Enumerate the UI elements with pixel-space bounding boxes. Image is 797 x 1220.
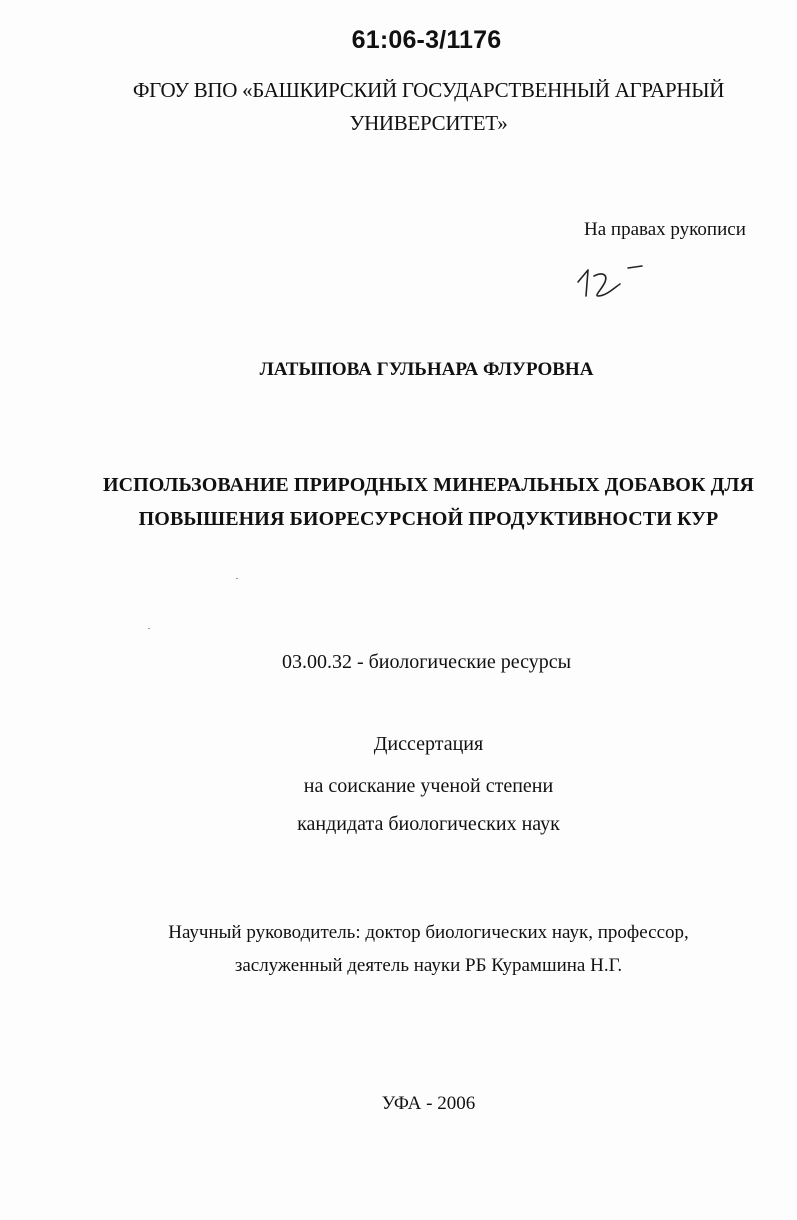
dissertation-title-line-2: ПОВЫШЕНИЯ БИОРЕСУРСНОЙ ПРОДУКТИВНОСТИ КУР [138, 508, 719, 530]
rights-note: На правах рукописи [584, 219, 746, 240]
dissertation-title-line-1: ИСПОЛЬЗОВАНИЕ ПРИРОДНЫХ МИНЕРАЛЬНЫХ ДОБАВОК ДЛЯ [102, 474, 755, 496]
institution-line-1: ФГОУ ВПО «БАШКИРСКИЙ ГОСУДАРСТВЕННЫЙ АГРАРНЫЙ [132, 78, 725, 102]
author-name: ЛАТЫПОВА ГУЛЬНАРА ФЛУРОВНА [259, 359, 594, 380]
scan-speck [236, 578, 238, 579]
supervisor-line-1: Научный руководитель: доктор биологических наук, профессор, [168, 922, 689, 943]
degree-line-1: Диссертация [373, 733, 484, 755]
degree-line-3: кандидата биологических наук [297, 813, 560, 835]
catalog-number: 61:06-3/1176 [351, 26, 502, 54]
city-year: УФА - 2006 [381, 1093, 476, 1114]
institution-line-2: УНИВЕРСИТЕТ» [349, 111, 508, 135]
degree-line-2: на соискание ученой степени [303, 775, 554, 797]
supervisor-line-2: заслуженный деятель науки РБ Курамшина Н.Г. [234, 955, 623, 976]
handwritten-signature-icon [572, 252, 662, 304]
scan-speck [148, 628, 150, 629]
specialty-code: 03.00.32 - биологические ресурсы [281, 651, 572, 673]
